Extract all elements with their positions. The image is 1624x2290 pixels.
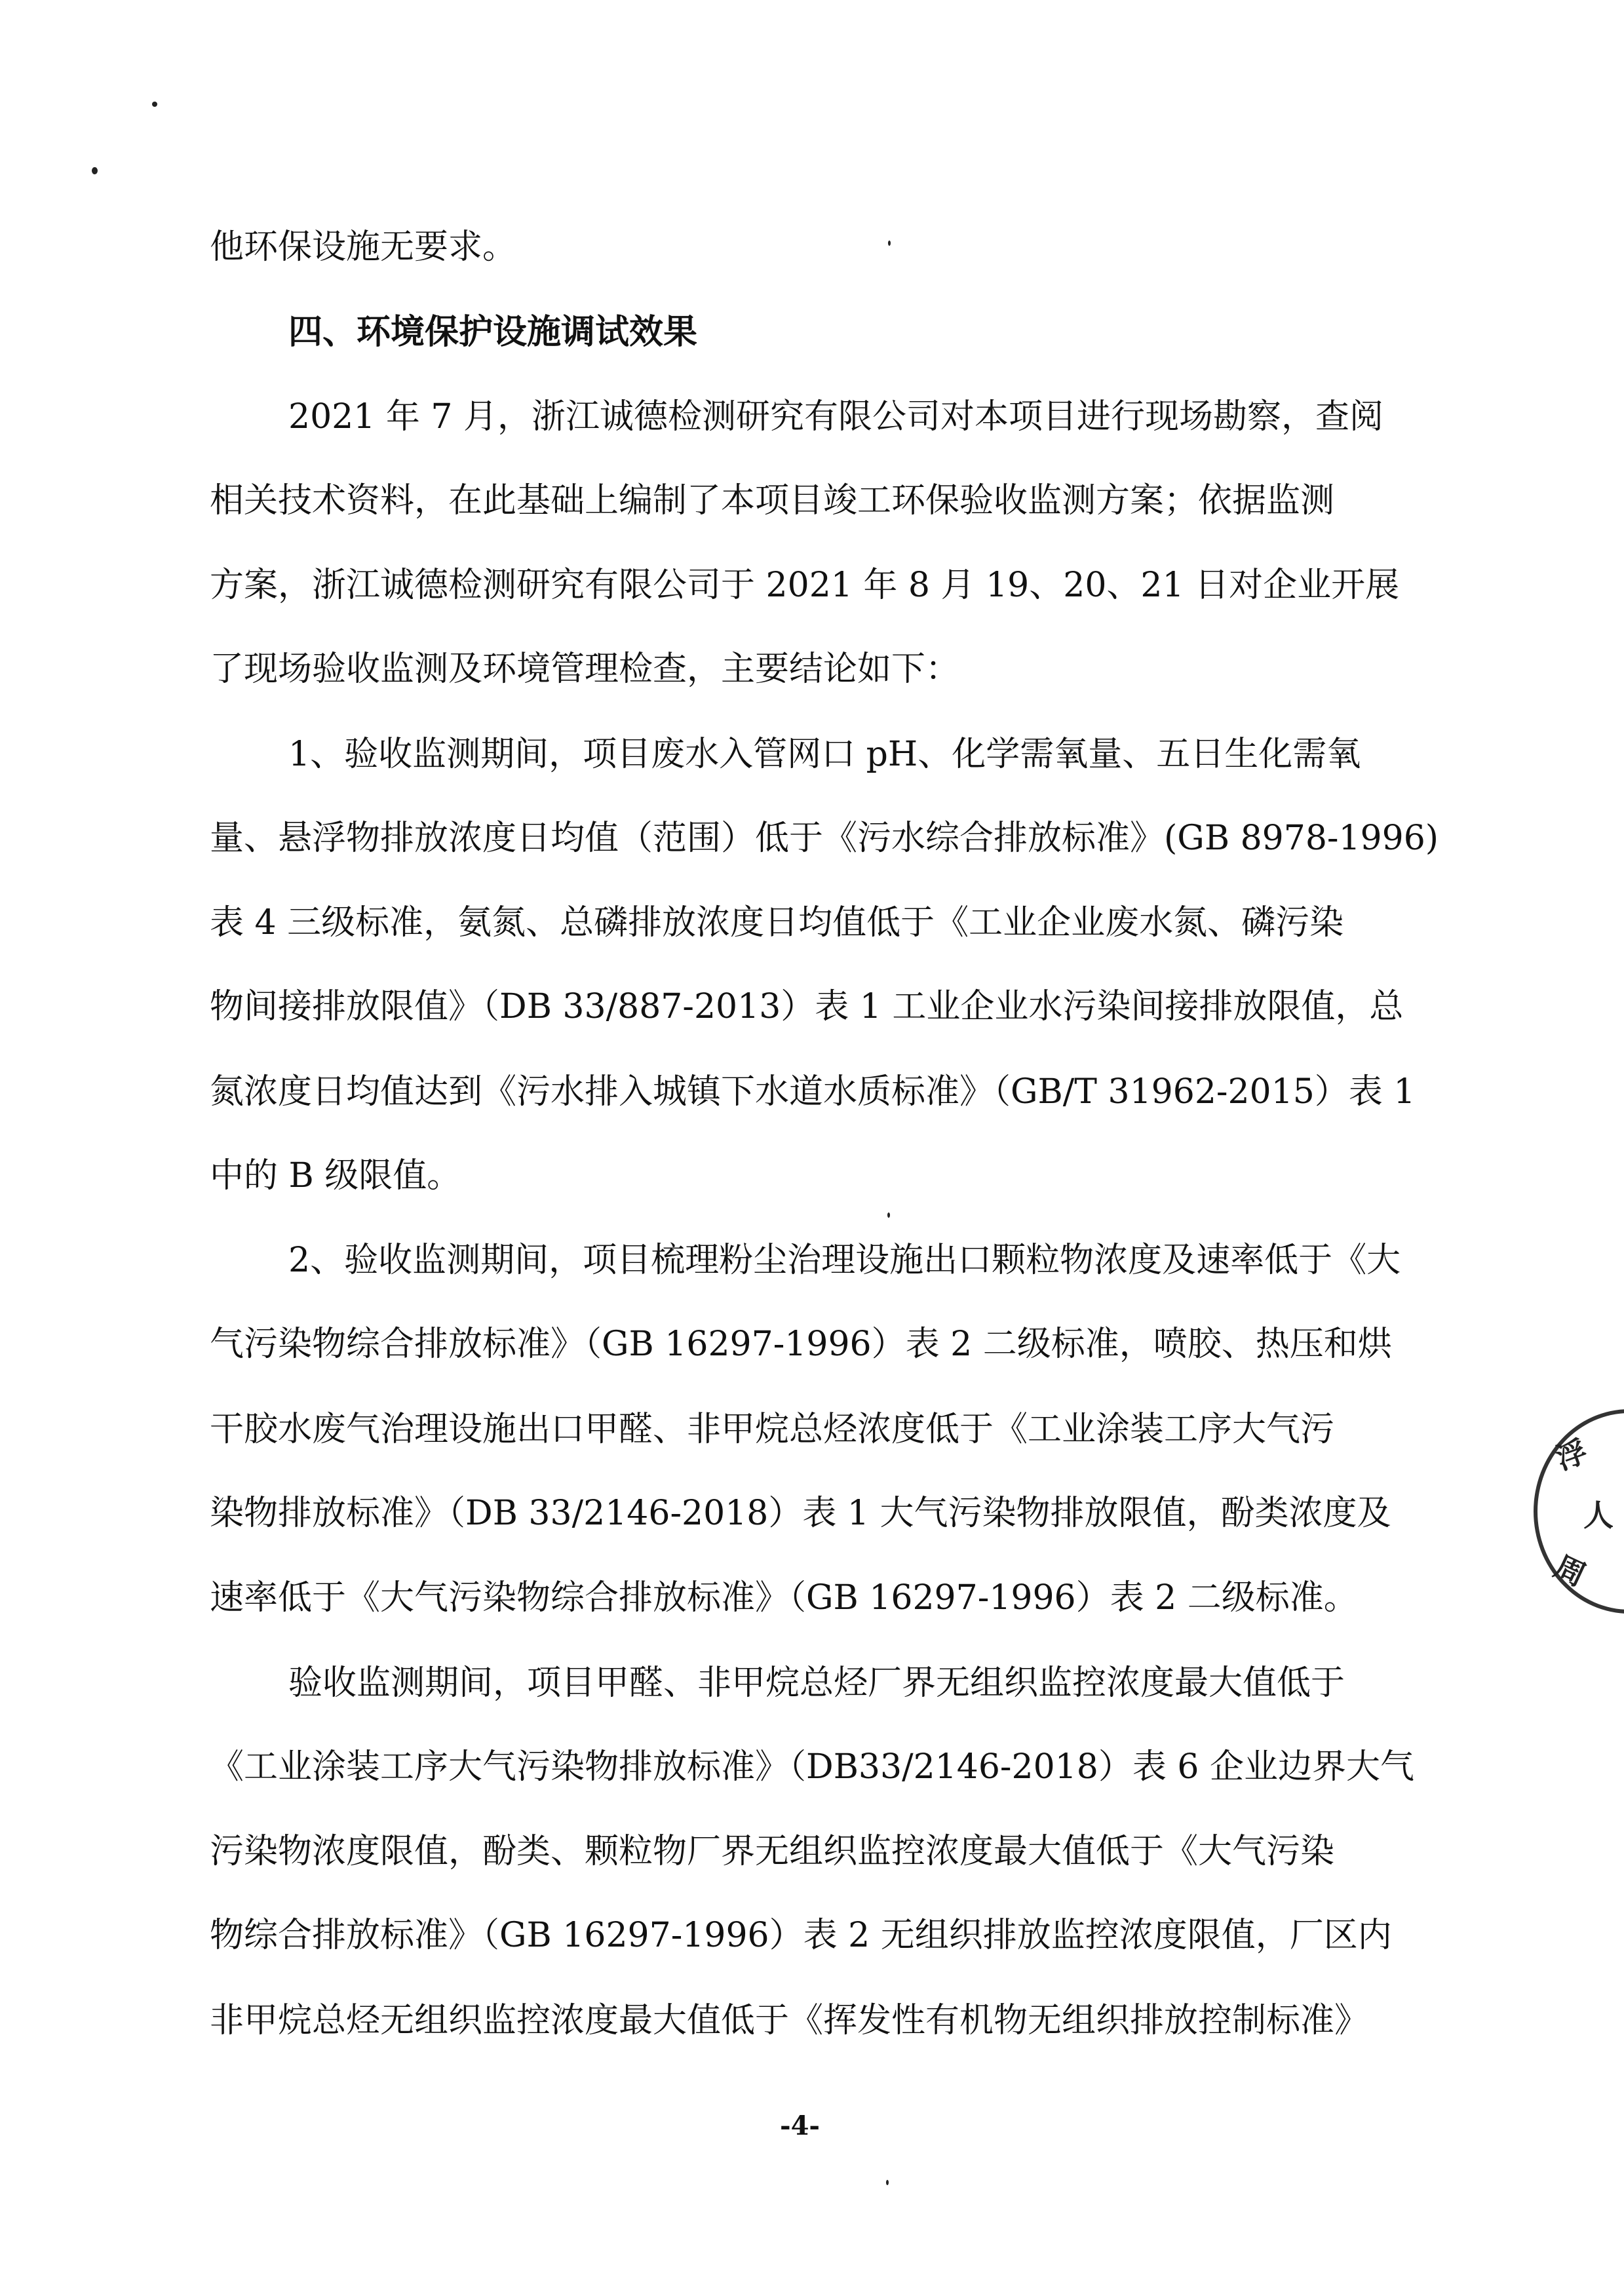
page-number: -4- — [780, 2110, 821, 2141]
text-line: 相关技术资料，在此基础上编制了本项目竣工环保验收监测方案；依据监测 — [210, 481, 1335, 520]
text-line: 气污染物综合排放标准》（GB 16297-1996）表 2 二级标准，喷胶、热压和烘 — [210, 1325, 1392, 1364]
text-line: 量、悬浮物排放浓度日均值（范围）低于《污水综合排放标准》(GB 8978-1996) — [210, 819, 1439, 858]
scan-speck — [92, 167, 98, 174]
text-line: 2、验收监测期间，项目梳理粉尘治理设施出口颗粒物浓度及速率低于《大 — [288, 1241, 1401, 1280]
text-line: 染物排放标准》（DB 33/2146-2018）表 1 大气污染物排放限值，酚类浓度及 — [210, 1494, 1391, 1533]
text-line: 非甲烷总烃无组织监控浓度最大值低于《挥发性有机物无组织排放控制标准》 — [210, 2001, 1369, 2040]
seal-character: 周 — [1549, 1548, 1591, 1593]
text-line: 表 4 三级标准，氨氮、总磷排放浓度日均值低于《工业企业废水氮、磷污染 — [210, 903, 1344, 942]
text-line: 验收监测期间，项目甲醛、非甲烷总烃厂界无组织监控浓度最大值低于 — [288, 1663, 1345, 1703]
text-line: 污染物浓度限值，酚类、颗粒物厂界无组织监控浓度最大值低于《大气污染 — [210, 1832, 1335, 1871]
text-line: 方案，浙江诚德检测研究有限公司于 2021 年 8 月 19、20、21 日对企业开展 — [210, 566, 1400, 605]
text-line: 速率低于《大气污染物综合排放标准》（GB 16297-1996）表 2 二级标准。 — [210, 1578, 1358, 1618]
scan-speck — [888, 241, 891, 246]
section-heading: 四、环境保护设施调试效果 — [288, 312, 698, 352]
text-line: 氮浓度日均值达到《污水排入城镇下水道水质标准》（GB/T 31962-2015）表 1 — [210, 1072, 1416, 1112]
text-line: 干胶水废气治理设施出口甲醛、非甲烷总烃浓度低于《工业涂装工序大气污 — [210, 1410, 1335, 1449]
seal-character: 浮 — [1551, 1433, 1592, 1477]
scan-speck — [152, 102, 157, 107]
text-line: 物间接排放限值》（DB 33/887-2013）表 1 工业企业水污染间接排放限值，总 — [210, 987, 1404, 1026]
scan-speck — [886, 2180, 889, 2185]
seal-character: 人 — [1583, 1498, 1614, 1533]
text-line: 了现场验收监测及环境管理检查，主要结论如下： — [210, 650, 960, 689]
text-line: 他环保设施无要求。 — [210, 227, 517, 267]
scan-speck — [887, 1213, 890, 1218]
text-line: 《工业涂装工序大气污染物排放标准》（DB33/2146-2018）表 6 企业边界大气 — [210, 1747, 1414, 1787]
text-line: 物综合排放标准》（GB 16297-1996）表 2 无组织排放监控浓度限值，厂区内 — [210, 1916, 1392, 1955]
text-line: 中的 B 级限值。 — [210, 1156, 461, 1195]
text-line: 1、验收监测期间，项目废水入管网口 pH、化学需氧量、五日生化需氧 — [288, 735, 1361, 774]
text-line: 2021 年 7 月，浙江诚德检测研究有限公司对本项目进行现场勘察，查阅 — [288, 397, 1384, 437]
